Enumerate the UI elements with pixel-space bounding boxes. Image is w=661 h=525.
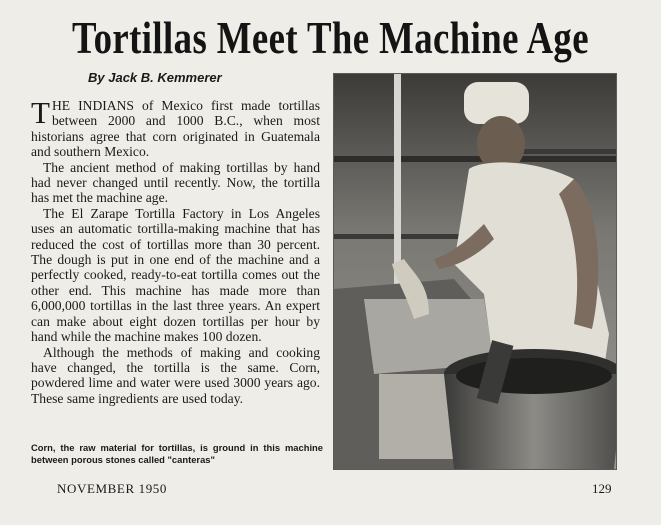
page-number: 129 <box>592 481 612 496</box>
shelf-top <box>334 156 616 162</box>
article-body <box>31 95 320 406</box>
paragraph-1-text: HE INDIANS of Mexico first made tortillas between 2000 and 1000 B.C., when most historians agree that corn originated in Guatemala and southern Mexico. <box>31 98 320 160</box>
photo-illustration <box>334 74 616 469</box>
photo-caption: Corn, the raw material for tortillas, is ground in this machine between porous stones called "canteras" <box>31 442 323 465</box>
paragraph-4: Although the methods of making and cooking have changed, the tortilla is the same. Corn, powdered lime and water were used 3000 years ago. These same ingredients are used today. <box>31 344 320 406</box>
paragraph-2: The ancient method of making tortillas by hand had never changed until recently. Now, the tortilla has met the machine age. <box>31 159 320 206</box>
photo-man-grinding-corn <box>333 73 617 470</box>
shelf-middle <box>334 234 474 239</box>
issue-date: NOVEMBER 1950 <box>57 481 167 496</box>
ground-corn-tray <box>379 374 454 459</box>
byline: By Jack B. Kemmerer <box>88 70 222 85</box>
drop-cap: T <box>31 95 50 130</box>
paragraph-3: The El Zarape Tortilla Factory in Los Angeles uses an automatic tortilla-making machine that has reduced the cost of tortillas more than 30 percent. The dough is put in one end of the machine and a perfectly cooked, ready-to-eat tortilla comes out the other end. This machine has made more than 6,000,000 tortillas in the last three years. An expert can make about eight dozen tortillas per hour by hand while the machine makes 100 dozen. <box>31 205 320 345</box>
article-title: Tortillas Meet The Machine Age <box>72 12 589 63</box>
paragraph-1 <box>31 95 320 160</box>
